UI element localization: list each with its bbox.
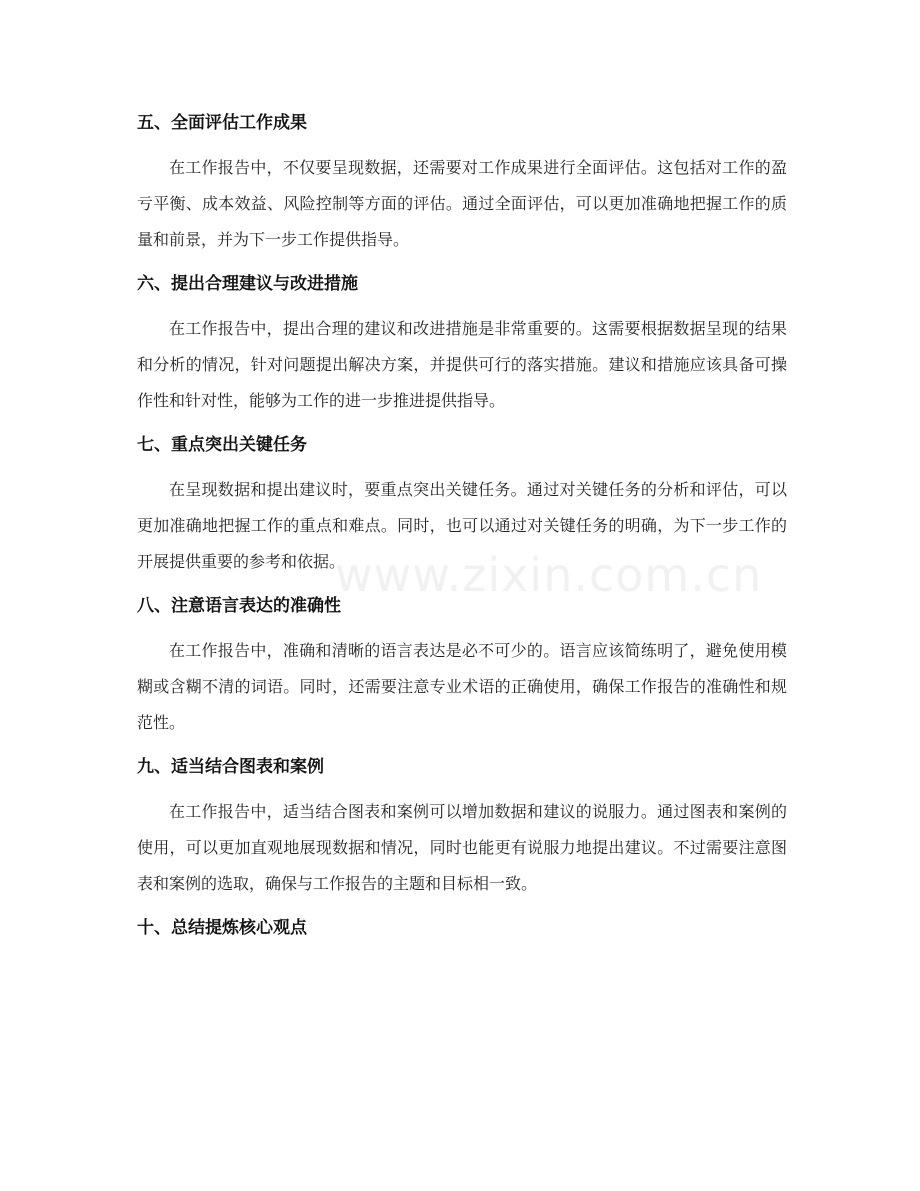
section-heading: 六、提出合理建议与改进措施 (137, 274, 358, 294)
section-8 (137, 591, 787, 741)
section-paragraph: 在工作报告中，不仅要呈现数据，还需要对工作成果进行全面评估。这包括对工作的盈亏平衡、成本效益、风险控制等方面的评估。通过全面评估，可以更加准确地把握工作的质量和前景，并为下一步工作提供指导。 (137, 158, 787, 249)
section-heading: 五、全面评估工作成果 (137, 113, 307, 133)
section-heading: 九、适当结合图表和案例 (137, 757, 324, 777)
section-7 (137, 430, 787, 580)
section-9 (137, 752, 787, 902)
watermark: www.zixin.com.cn (335, 548, 763, 602)
section-heading: 八、注意语言表达的准确性 (137, 596, 341, 616)
document-body (137, 108, 787, 955)
section-paragraph: 在工作报告中，提出合理的建议和改进措施是非常重要的。这需要根据数据呈现的结果和分析的情况，针对问题提出解决方案，并提供可行的落实措施。建议和措施应该具备可操作性和针对性，能够为工作的进一步推进提供指导。 (137, 319, 787, 410)
section-paragraph: 在工作报告中，适当结合图表和案例可以增加数据和建议的说服力。通过图表和案例的使用，可以更加直观地展现数据和情况，同时也能更有说服力地提出建议。不过需要注意图表和案例的选取，确保与工作报告的主题和目标相一致。 (137, 802, 787, 893)
section-paragraph: 在呈现数据和提出建议时，要重点突出关键任务。通过对关键任务的分析和评估，可以更加准确地把握工作的重点和难点。同时，也可以通过对关键任务的明确，为下一步工作的开展提供重要的参考和依据。 (137, 480, 787, 571)
section-6 (137, 269, 787, 419)
section-heading: 七、重点突出关键任务 (137, 435, 307, 455)
section-heading: 十、总结提炼核心观点 (137, 918, 307, 938)
section-paragraph: 在工作报告中，准确和清晰的语言表达是必不可少的。语言应该简练明了，避免使用模糊或含糊不清的词语。同时，还需要注意专业术语的正确使用，确保工作报告的准确性和规范性。 (137, 641, 787, 732)
section-5 (137, 108, 787, 258)
section-10 (137, 913, 787, 943)
